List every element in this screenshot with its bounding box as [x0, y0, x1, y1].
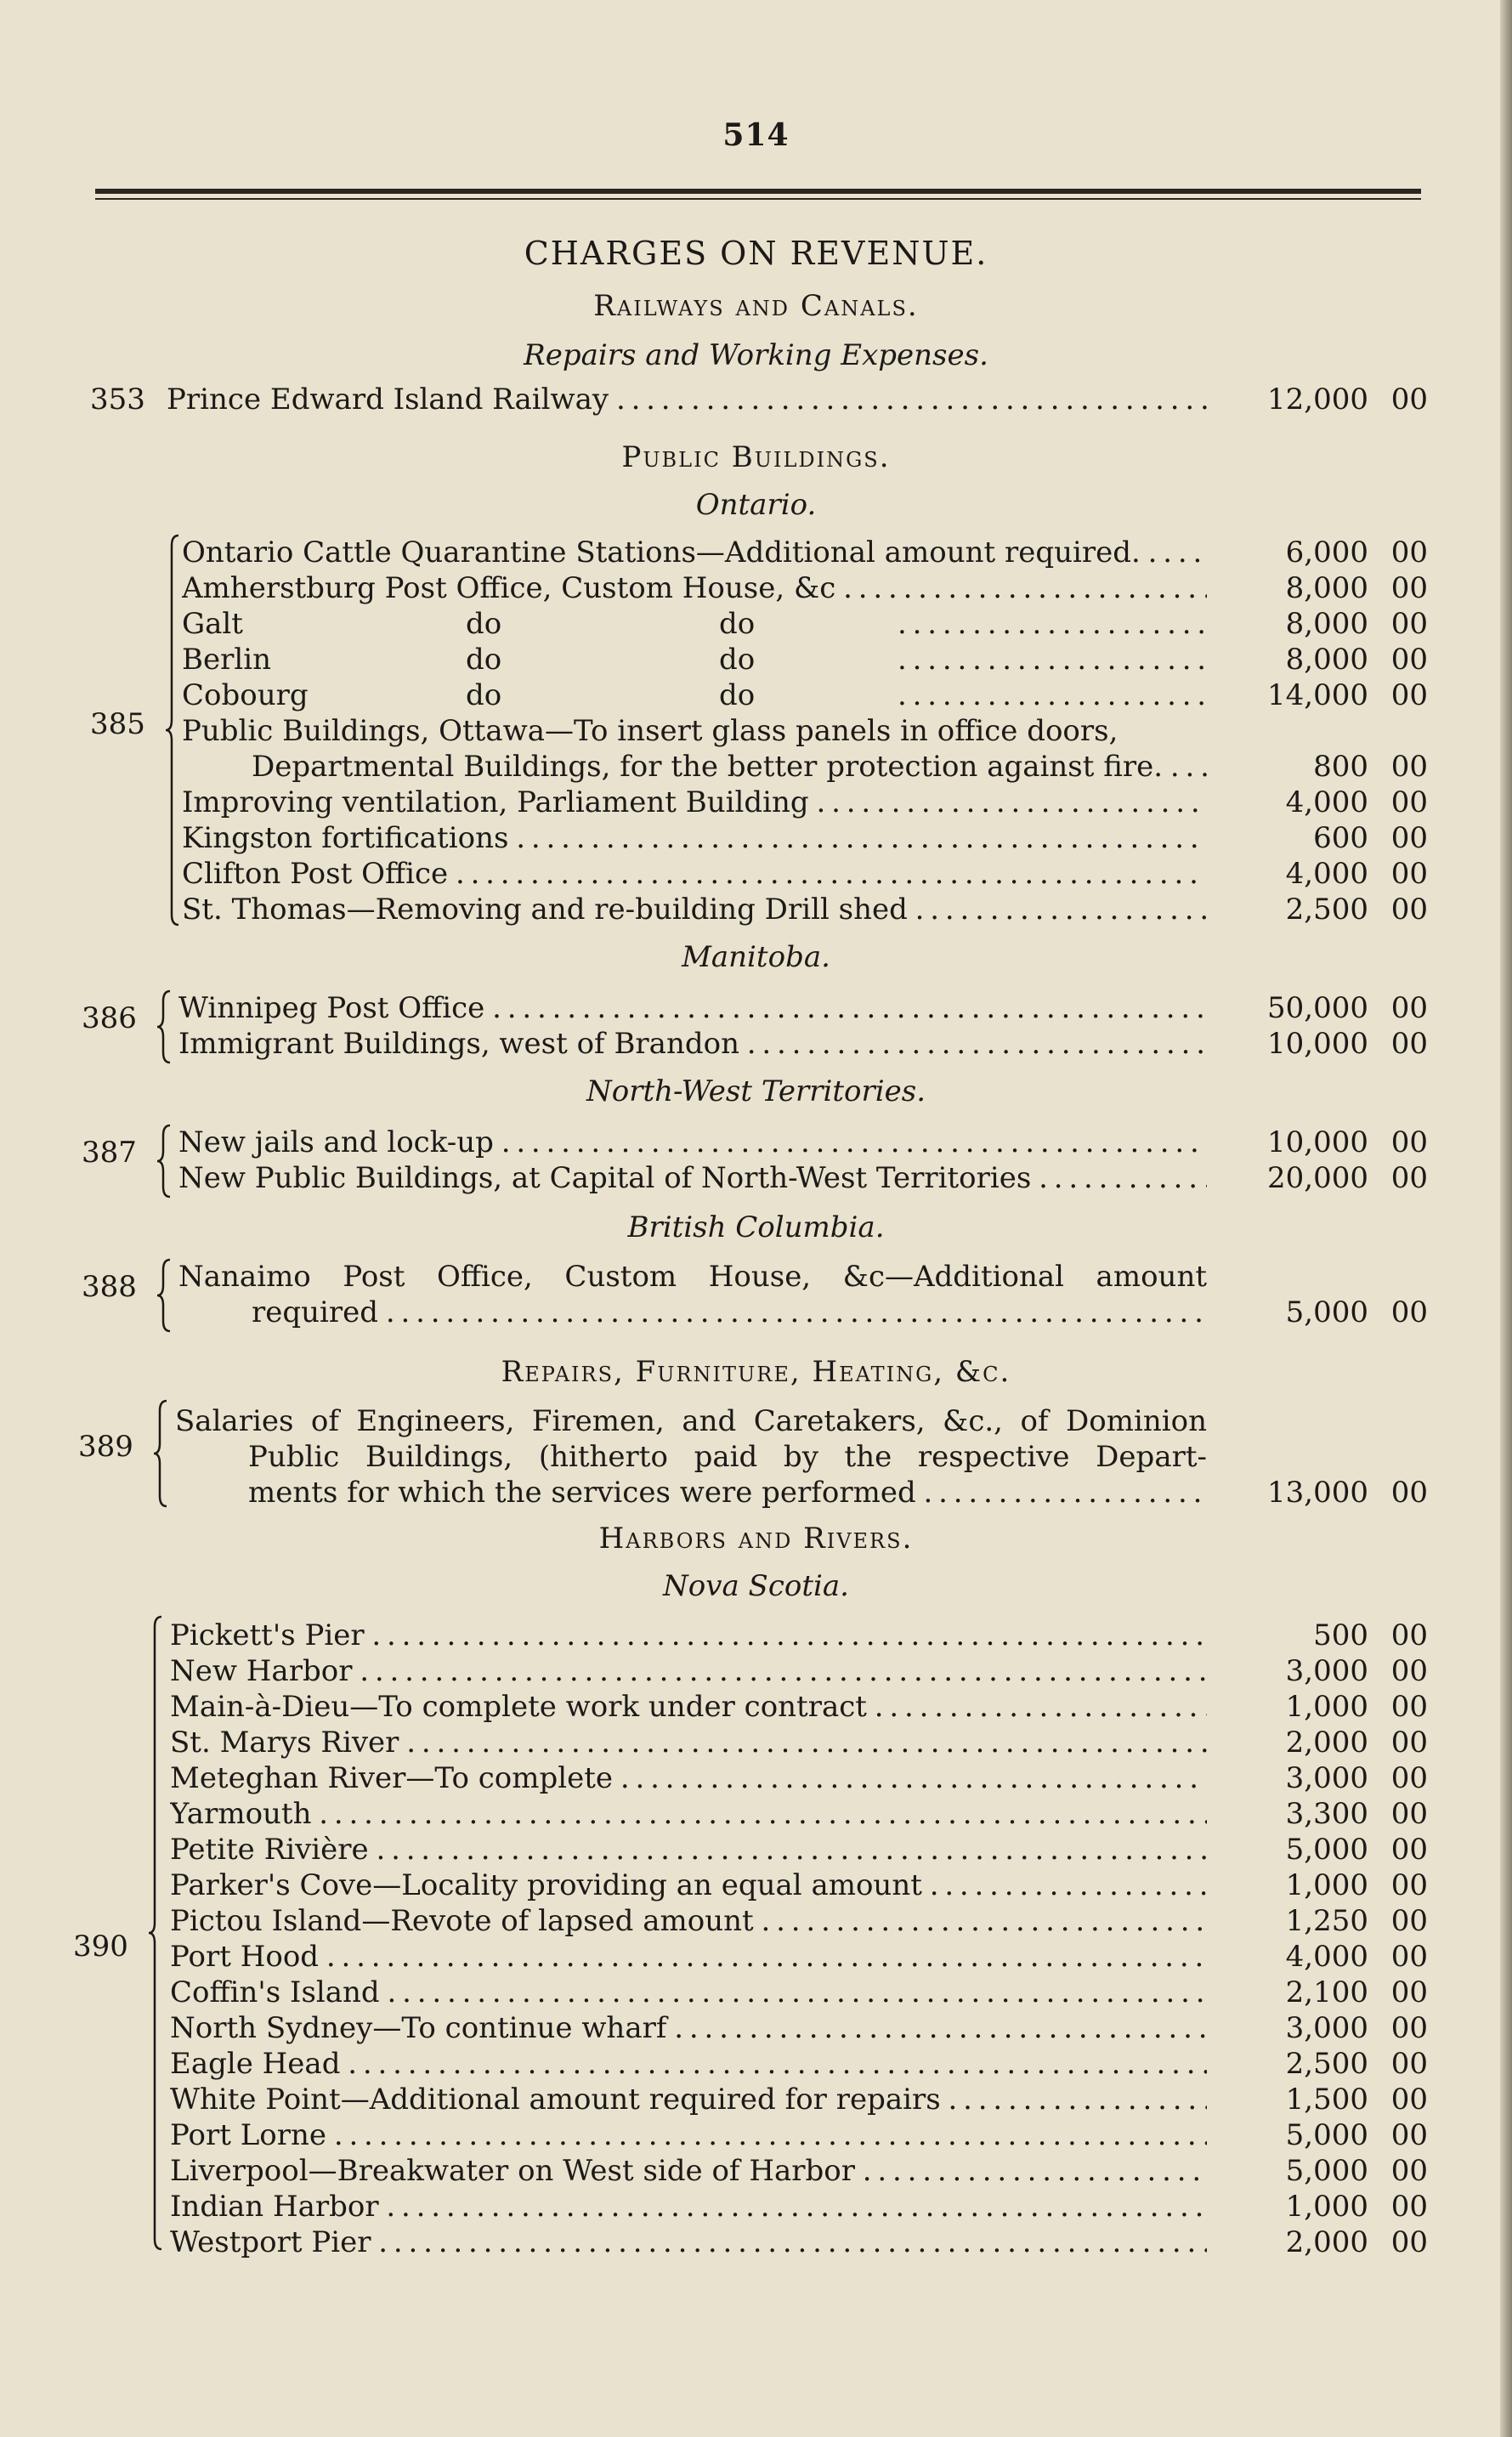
amount-dollars: 4,000	[1285, 1940, 1368, 1974]
amount-cents: 00	[1390, 607, 1428, 641]
amount-dollars: 5,000	[1285, 2118, 1368, 2152]
amount-cents: 00	[1390, 2011, 1428, 2045]
table-row	[182, 857, 1207, 891]
amount-cents: 00	[1390, 1975, 1428, 2009]
amount-cents: 00	[1390, 2154, 1428, 2188]
amount-cents: 00	[1390, 750, 1428, 784]
amount-dollars: 1,000	[1285, 1868, 1368, 1902]
item-description: Meteghan River—To complete . . .	[170, 1761, 1207, 1795]
item-description: required . . .	[252, 1295, 1207, 1329]
item-description: Port Lorne . . .	[170, 2118, 1207, 2152]
leader-dots-row	[898, 607, 1207, 641]
section-heading-public-buildings: Public Buildings.	[621, 440, 891, 474]
amount-cents: 00	[1390, 1868, 1428, 1902]
table-row	[170, 1975, 1207, 2009]
ditto-mark: do	[466, 678, 502, 712]
header-rule-thick	[95, 189, 1421, 194]
item-description: New Harbor . . .	[170, 1654, 1207, 1688]
amount-dollars: 3,000	[1285, 1654, 1368, 1688]
brace-389	[153, 1399, 170, 1508]
leader-dots-row	[898, 643, 1207, 677]
subheading-ontario: Ontario.	[695, 488, 817, 522]
item-description: Pickett's Pier . . .	[170, 1618, 1207, 1652]
amount-cents: 00	[1390, 1295, 1428, 1329]
ditto-mark: do	[719, 607, 756, 641]
amount-dollars: 4,000	[1285, 785, 1368, 819]
amount-cents: 00	[1390, 1027, 1428, 1061]
table-row: Galt	[182, 607, 243, 641]
item-description: Pictou Island—Revote of lapsed amount . . .	[170, 1904, 1207, 1938]
amount-dollars: 2,000	[1285, 1726, 1368, 1760]
amount-dollars: 8,000	[1285, 643, 1368, 677]
vote-number-386: 386	[82, 1001, 137, 1035]
table-row	[182, 536, 1207, 570]
brace-388	[156, 1258, 173, 1333]
table-row	[167, 383, 1207, 417]
item-description: New Public Buildings, at Capital of North-West Territories . . .	[178, 1161, 1207, 1195]
amount-dollars: 1,000	[1285, 2190, 1368, 2224]
table-row	[170, 1761, 1207, 1795]
item-description: Improving ventilation, Parliament Building . . .	[182, 785, 1207, 819]
amount-dollars: 800	[1313, 750, 1368, 784]
ditto-mark: do	[466, 607, 502, 641]
amount-dollars: 8,000	[1285, 571, 1368, 605]
amount-cents: 00	[1390, 2083, 1428, 2117]
leader-dots	[898, 678, 1207, 712]
ditto-mark: do	[719, 678, 756, 712]
table-row	[170, 1797, 1207, 1831]
item-description: Main-à-Dieu—To complete work under contract . . .	[170, 1690, 1207, 1724]
item-description: Coffin's Island . . .	[170, 1975, 1207, 2009]
item-description: North Sydney—To continue wharf . . .	[170, 2011, 1207, 2045]
amount-cents: 00	[1390, 857, 1428, 891]
table-row	[170, 1618, 1207, 1652]
amount-cents: 00	[1390, 2190, 1428, 2224]
item-description: St. Thomas—Removing and re-building Drill shed . . .	[182, 893, 1207, 927]
brace-path	[166, 536, 178, 925]
item-description: Amherstburg Post Office, Custom House, &c . . .	[182, 571, 1207, 605]
table-row	[178, 1161, 1207, 1195]
table-row	[170, 1726, 1207, 1760]
amount-cents: 00	[1390, 1797, 1428, 1831]
table-row	[182, 785, 1207, 819]
subheading-british-columbia: British Columbia.	[627, 1210, 885, 1244]
table-row: Cobourg	[182, 678, 309, 712]
subheading-repairs-working: Repairs and Working Expenses.	[524, 338, 988, 372]
table-row	[170, 2190, 1207, 2224]
subheading-north-west-territories: North-West Territories.	[586, 1074, 926, 1108]
amount-dollars: 5,000	[1285, 1295, 1368, 1329]
amount-cents: 00	[1390, 536, 1428, 570]
brace-387	[156, 1124, 173, 1199]
section-heading-repairs-furniture: Repairs, Furniture, Heating, &c.	[501, 1355, 1011, 1389]
amount-cents: 00	[1390, 785, 1428, 819]
item-description: Petite Rivière . . .	[170, 1833, 1207, 1867]
vote-number-385: 385	[90, 707, 145, 741]
amount-dollars: 2,500	[1285, 2047, 1368, 2081]
item-description: Port Hood . . .	[170, 1940, 1207, 1974]
amount-cents: 00	[1390, 2225, 1428, 2259]
table-row	[170, 2154, 1207, 2188]
page-number: 514	[722, 117, 790, 153]
amount-dollars: 3,300	[1285, 1797, 1368, 1831]
item-description: Nanaimo Post Office, Custom House, &c—Additional amount	[178, 1260, 1207, 1294]
brace-path	[154, 1401, 167, 1506]
table-row	[248, 1440, 1207, 1474]
table-row	[170, 1833, 1207, 1867]
table-row	[170, 2083, 1207, 2117]
item-description: Yarmouth . . .	[170, 1797, 1207, 1831]
table-row	[170, 2011, 1207, 2045]
brace-path	[157, 991, 170, 1063]
page-title: CHARGES ON REVENUE.	[524, 235, 988, 272]
item-description: White Point—Additional amount required for repairs . . .	[170, 2083, 1207, 2117]
amount-cents: 00	[1390, 991, 1428, 1025]
table-row	[182, 571, 1207, 605]
amount-cents: 00	[1390, 1833, 1428, 1867]
amount-cents: 00	[1390, 2047, 1428, 2081]
table-row	[175, 1404, 1207, 1438]
amount-dollars: 50,000	[1267, 991, 1368, 1025]
leader-dots-row	[898, 678, 1207, 712]
table-row	[178, 1260, 1207, 1294]
table-row	[170, 2118, 1207, 2152]
amount-dollars: 5,000	[1285, 2154, 1368, 2188]
amount-cents: 00	[1390, 643, 1428, 677]
amount-cents: 00	[1390, 2118, 1428, 2152]
section-heading-railways: Railways and Canals.	[593, 289, 919, 323]
amount-dollars: 600	[1313, 821, 1368, 855]
vote-number-389: 389	[78, 1430, 133, 1464]
table-row	[182, 893, 1207, 927]
amount-dollars: 2,100	[1285, 1975, 1368, 2009]
vote-number-390: 390	[73, 1930, 128, 1964]
amount-cents: 00	[1390, 1161, 1428, 1195]
brace-path	[157, 1125, 170, 1197]
leader-dots	[898, 607, 1207, 641]
amount-dollars: 5,000	[1285, 1833, 1368, 1867]
vote-number-353: 353	[90, 383, 145, 417]
item-description: Clifton Post Office . . .	[182, 857, 1207, 891]
amount-cents: 00	[1390, 1618, 1428, 1652]
item-description: Kingston fortifications . . .	[182, 821, 1207, 855]
item-description: Eagle Head . . .	[170, 2047, 1207, 2081]
amount-dollars: 10,000	[1267, 1027, 1368, 1061]
amount-cents: 00	[1390, 1476, 1428, 1510]
vote-number-388: 388	[82, 1270, 137, 1304]
ditto-mark: do	[719, 643, 756, 677]
item-description: Winnipeg Post Office . . .	[178, 991, 1207, 1025]
amount-cents: 00	[1390, 1940, 1428, 1974]
item-description: Public Buildings, (hitherto paid by the respective Depart-	[248, 1440, 1207, 1474]
table-row	[170, 1654, 1207, 1688]
table-row	[182, 714, 1207, 748]
amount-dollars: 3,000	[1285, 1761, 1368, 1795]
amount-cents: 00	[1390, 1654, 1428, 1688]
table-row: Berlin	[182, 643, 272, 677]
amount-cents: 00	[1390, 383, 1428, 417]
item-description: St. Marys River . . .	[170, 1726, 1207, 1760]
amount-cents: 00	[1390, 821, 1428, 855]
table-row	[170, 1868, 1207, 1902]
item-description: Indian Harbor . . .	[170, 2190, 1207, 2224]
subheading-manitoba: Manitoba.	[682, 940, 830, 974]
brace-path	[157, 1260, 170, 1331]
amount-cents: 00	[1390, 1904, 1428, 1938]
amount-dollars: 13,000	[1267, 1476, 1368, 1510]
amount-cents: 00	[1390, 1726, 1428, 1760]
table-row	[178, 1125, 1207, 1159]
brace-385	[165, 534, 182, 927]
table-row	[170, 2225, 1207, 2259]
item-description: Salaries of Engineers, Firemen, and Caretakers, &c., of Dominion	[175, 1404, 1207, 1438]
amount-dollars: 2,000	[1285, 2225, 1368, 2259]
table-row	[170, 2047, 1207, 2081]
amount-dollars: 1,500	[1285, 2083, 1368, 2117]
table-row	[170, 1940, 1207, 1974]
amount-dollars: 14,000	[1267, 678, 1368, 712]
item-description: Immigrant Buildings, west of Brandon . . .	[178, 1027, 1207, 1061]
amount-dollars: 20,000	[1267, 1161, 1368, 1195]
amount-dollars: 3,000	[1285, 2011, 1368, 2045]
subheading-nova-scotia: Nova Scotia.	[663, 1569, 849, 1603]
vote-number-387: 387	[82, 1136, 137, 1170]
amount-cents: 00	[1390, 893, 1428, 927]
item-description: Liverpool—Breakwater on West side of Harbor . . .	[170, 2154, 1207, 2188]
item-description: Ontario Cattle Quarantine Stations—Additional amount required. . . .	[182, 536, 1207, 570]
item-description: Parker's Cove—Locality providing an equal amount . . .	[170, 1868, 1207, 1902]
amount-cents: 00	[1390, 571, 1428, 605]
table-row	[182, 821, 1207, 855]
amount-dollars: 1,250	[1285, 1904, 1368, 1938]
brace-386	[156, 989, 173, 1064]
header-rule-thin	[95, 198, 1421, 200]
item-description: ments for which the services were performed . . .	[248, 1476, 1207, 1510]
amount-cents: 00	[1390, 1125, 1428, 1159]
amount-dollars: 4,000	[1285, 857, 1368, 891]
amount-cents: 00	[1390, 678, 1428, 712]
brace-path	[149, 1617, 161, 2249]
amount-cents: 00	[1390, 1690, 1428, 1724]
item-description: Westport Pier . . .	[170, 2225, 1207, 2259]
ditto-mark: do	[466, 643, 502, 677]
item-description: New jails and lock-up . . .	[178, 1125, 1207, 1159]
table-row	[170, 1904, 1207, 1938]
table-row	[178, 991, 1207, 1025]
section-heading-harbors-rivers: Harbors and Rivers.	[598, 1522, 914, 1556]
table-row	[252, 750, 1207, 784]
amount-dollars: 10,000	[1267, 1125, 1368, 1159]
amount-dollars: 8,000	[1285, 607, 1368, 641]
amount-dollars: 500	[1313, 1618, 1368, 1652]
amount-dollars: 2,500	[1285, 893, 1368, 927]
table-row	[170, 1690, 1207, 1724]
amount-dollars: 6,000	[1285, 536, 1368, 570]
amount-cents: 00	[1390, 1761, 1428, 1795]
table-row	[252, 1295, 1207, 1329]
item-description: Departmental Buildings, for the better protection against fire. . . .	[252, 750, 1207, 784]
table-row	[178, 1027, 1207, 1061]
brace-390	[148, 1615, 165, 2251]
table-row	[248, 1476, 1207, 1510]
amount-dollars: 1,000	[1285, 1690, 1368, 1724]
item-description: Prince Edward Island Railway . . .	[167, 383, 1207, 417]
item-description: Public Buildings, Ottawa—To insert glass panels in office doors,	[182, 714, 1118, 748]
amount-dollars: 12,000	[1267, 383, 1368, 417]
leader-dots	[898, 643, 1207, 677]
